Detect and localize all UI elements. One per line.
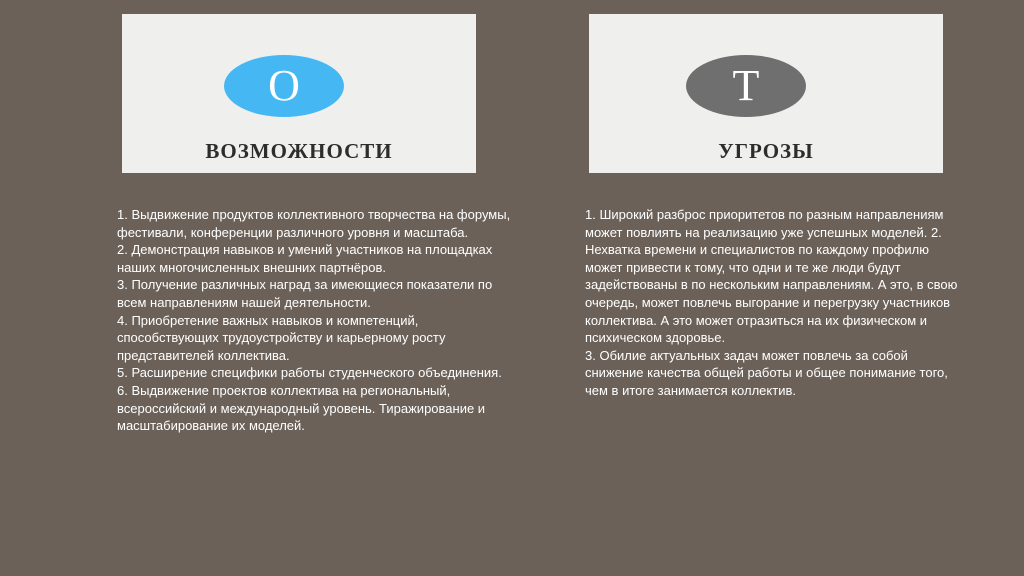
threats-letter-circle [686, 55, 806, 117]
opportunities-card [122, 14, 476, 173]
opportunities-title: ВОЗМОЖНОСТИ [205, 139, 393, 163]
opportunity-item: 3. Получение различных наград за имеющиеся показатели по всем направлениям нашей деятельности. [117, 277, 493, 310]
threats-title: УГРОЗЫ [718, 139, 814, 163]
opportunity-item: 4. Приобретение важных навыков и компетенций, способствующих трудоустройству и карьерному росту представителей коллектива. [117, 312, 446, 363]
opportunity-item: 5. Расширение специфики работы студенческого объединения. [117, 365, 502, 381]
opportunity-item: 6. Выдвижение проектов коллектива на региональный, всероссийский и международный уровень. Тиражирование и масштабирование их моделей. [117, 382, 486, 434]
threat-item: 1. Широкий разброс приоритетов по разным направлениям может повлиять на реализацию уже успешных моделей. 2. Нехватка времени и специалистов по каждому профилю может привести к тому, что одни и те же люди будут задействованы в по нескольким направлениям. А это, в свою очередь, может повлечь выгорание и перегрузку участников коллектива. А это может отразиться на их физическом и психическом здоровье. [585, 207, 958, 346]
threats-letter: Т [732, 61, 760, 110]
opportunities-letter: O [268, 61, 300, 110]
threats-card [589, 14, 943, 173]
threats-list [585, 206, 965, 400]
opportunity-item: 1. Выдвижение продуктов коллективного творчества на форумы, фестивали, конференции различного уровня и масштаба. [117, 207, 511, 240]
opportunities-list [117, 206, 517, 435]
threat-item: 3. Обилие актуальных задач может повлечь за собой снижение качества общей работы и общее понимание того, чем в итоге занимается коллектив. [585, 347, 948, 398]
opportunities-letter-circle [224, 55, 344, 117]
opportunity-item: 2. Демонстрация навыков и умений участников на площадках наших многочисленных внешних партнёров. [117, 242, 493, 275]
